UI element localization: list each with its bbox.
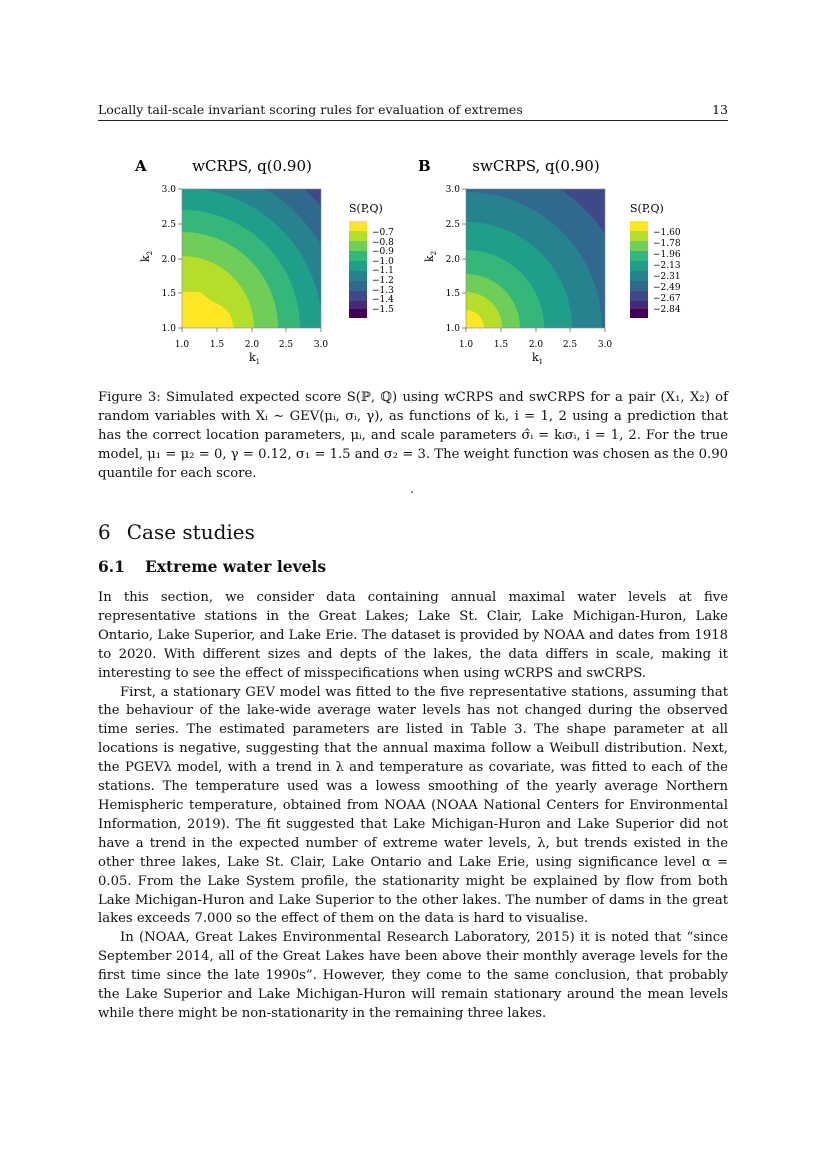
legend-label: −1.4 [372, 295, 394, 305]
panel-b [266, 128, 681, 380]
panel-a-ylabel: $k_2$ [139, 250, 154, 262]
legend-label: −1.2 [372, 276, 394, 286]
subsection-title: Extreme water levels [144, 557, 327, 576]
paragraph: First, a stationary GEV model was fitted to the five representative stations, assuming that the behaviour of the lake-wide average water levels has not changed during the observed time series. The estimated parameters are listed in Table 3. The shape parameter at all locations is negative, suggesting that the annual maxima follow a Weibull distribution. Next, the PGEVλ model, with a trend in λ and temperature as covariate, was fitted to each of the stations. The temperature used was a lowess smoothing of the yearly average Northern Hemispheric temperature, obtained from NOAA (NOAA National Centers for Environmental Information, 2019). The fit suggested that Lake Michigan-Huron and Lake Superior did not have a trend in the expected number of extreme water levels, λ, but trends existed in the other three lakes, Lake St. Clair, Lake Ontario and Lake Erie, using significance level α = 0.05. From the Lake System profile, the stationarity might be explained by flow from both Lake Michigan-Huron and Lake Superior to the other lakes. The number of dams in the great lakes exceeds 7.000 so the effect of them on the data is hard to visualise. [98, 684, 728, 927]
panel-b-xlabel: $k_1$ [532, 351, 544, 366]
y-tick-label: 3.0 [161, 185, 176, 195]
subsection-heading [98, 557, 346, 576]
stray-dot: . [410, 482, 414, 496]
panel-a-y-ticks [162, 185, 177, 334]
legend-label: −2.13 [653, 261, 681, 271]
x-tick-label: 1.5 [209, 340, 225, 350]
y-tick-label: 2.5 [445, 220, 460, 230]
legend-label: −2.31 [653, 272, 681, 282]
legend-label: −2.49 [653, 283, 681, 293]
legend-swatch [349, 281, 367, 291]
y-tick-label: 2.0 [445, 255, 460, 265]
panel-a [0, 118, 394, 380]
page-number: 13 [712, 102, 728, 117]
x-tick-label: 2.0 [528, 340, 544, 350]
legend-swatch [630, 241, 648, 251]
panel-b-legend-labels [653, 228, 681, 315]
legend-label: −0.7 [372, 228, 394, 238]
legend-label: −1.60 [653, 228, 681, 238]
panel-a-legend-title: S(P,Q) [349, 202, 383, 215]
panel-a-x-ticks [175, 340, 329, 350]
figure-3 [0, 0, 827, 380]
panel-b-y-ticks [446, 185, 461, 334]
legend-swatch [630, 291, 648, 301]
legend-swatch [349, 301, 367, 309]
legend-swatch [349, 221, 367, 231]
paragraph: In this section, we consider data containing annual maximal water levels at five representative stations in the Great Lakes; Lake St. Clair, Lake Michigan-Huron, Lake Ontario, Lake Superior, and Lake Erie. The dataset is provided by NOAA and dates from 1918 to 2020. With different sizes and depts of the lakes, the data differs in scale, making it interesting to see the effect of misspecifications when using wCRPS and swCRPS. [98, 590, 728, 681]
legend-label: −1.3 [372, 286, 394, 296]
y-tick-label: 2.5 [161, 220, 176, 230]
y-tick-label: 2.0 [161, 255, 176, 265]
x-tick-label: 1.5 [493, 340, 509, 350]
legend-label: −1.5 [372, 305, 394, 315]
section-heading [98, 520, 271, 544]
x-tick-label: 2.5 [278, 340, 294, 350]
panel-b-ylabel: $k_2$ [423, 250, 438, 262]
panel-b-title: swCRPS, q(0.90) [472, 157, 600, 175]
panel-a-xlabel: $k_1$ [249, 351, 261, 366]
panel-a-colorbar [349, 221, 367, 318]
panel-b-colorbar [630, 221, 648, 318]
legend-swatch [349, 291, 367, 301]
x-tick-label: 3.0 [597, 340, 613, 350]
legend-swatch [349, 261, 367, 271]
y-tick-label: 1.0 [445, 324, 460, 334]
panel-b-label: B [418, 157, 431, 175]
legend-label: −0.9 [372, 247, 394, 257]
running-title: Locally tail-scale invariant scoring rules for evaluation of extremes [98, 102, 523, 117]
panel-a-label: A [135, 157, 147, 175]
legend-swatch [630, 281, 648, 291]
legend-swatch [630, 251, 648, 261]
legend-swatch [630, 261, 648, 271]
legend-swatch [630, 231, 648, 241]
section-number: 6 [98, 520, 111, 544]
x-tick-label: 1.0 [458, 340, 474, 350]
legend-swatch [630, 271, 648, 281]
legend-label: −1.0 [372, 257, 394, 267]
body-text [98, 589, 728, 1024]
legend-swatch [630, 301, 648, 309]
legend-swatch [349, 241, 367, 251]
panel-a-title: wCRPS, q(0.90) [192, 157, 312, 175]
x-tick-label: 1.0 [174, 340, 190, 350]
legend-label: −0.8 [372, 238, 394, 248]
section-title: Case studies [126, 520, 255, 544]
legend-label: −2.84 [653, 305, 681, 315]
x-tick-label: 3.0 [313, 340, 329, 350]
y-tick-label: 3.0 [445, 185, 460, 195]
legend-label: −1.78 [653, 239, 681, 249]
legend-label: −2.67 [653, 294, 681, 304]
y-tick-label: 1.0 [161, 324, 176, 334]
panel-a-legend-labels [372, 228, 394, 315]
legend-label: −1.96 [653, 250, 681, 260]
legend-swatch [349, 231, 367, 241]
y-tick-label: 1.5 [161, 289, 176, 299]
legend-swatch [349, 309, 367, 318]
x-tick-label: 2.0 [244, 340, 260, 350]
subsection-number: 6.1 [98, 557, 125, 576]
panel-b-x-ticks [459, 340, 613, 350]
y-tick-label: 1.5 [445, 289, 460, 299]
panel-b-legend-title: S(P,Q) [630, 202, 664, 215]
legend-swatch [630, 221, 648, 231]
legend-swatch [349, 251, 367, 261]
legend-label: −1.1 [372, 266, 394, 276]
paragraph: In (NOAA, Great Lakes Environmental Research Laboratory, 2015) it is noted that “since September 2014, all of the Great Lakes have been above their monthly average levels for the first time since the late 1990s”. However, they come to the same conclusion, that probably the Lake Superior and Lake Michigan-Huron will remain stationary around the mean levels while there might be non-stationarity in the remaining three lakes. [98, 930, 728, 1021]
legend-swatch [630, 309, 648, 318]
legend-swatch [349, 271, 367, 281]
x-tick-label: 2.5 [562, 340, 578, 350]
figure-caption: Figure 3: Simulated expected score S(ℙ, ℚ) using wCRPS and swCRPS for a pair (X₁, X₂) of random variables with Xᵢ ∼ GEV(μᵢ, σᵢ, γ), as functions of kᵢ, i = 1, 2 using a prediction that has the correct location parameters, μᵢ, and scale parameters σ̂ᵢ = kᵢσᵢ, i = 1, 2. For the true model, μ₁ = μ₂ = 0, γ = 0.12, σ₁ = 1.5 and σ₂ = 3. The weight function was chosen as the 0.90 quantile for each score. [98, 390, 728, 481]
